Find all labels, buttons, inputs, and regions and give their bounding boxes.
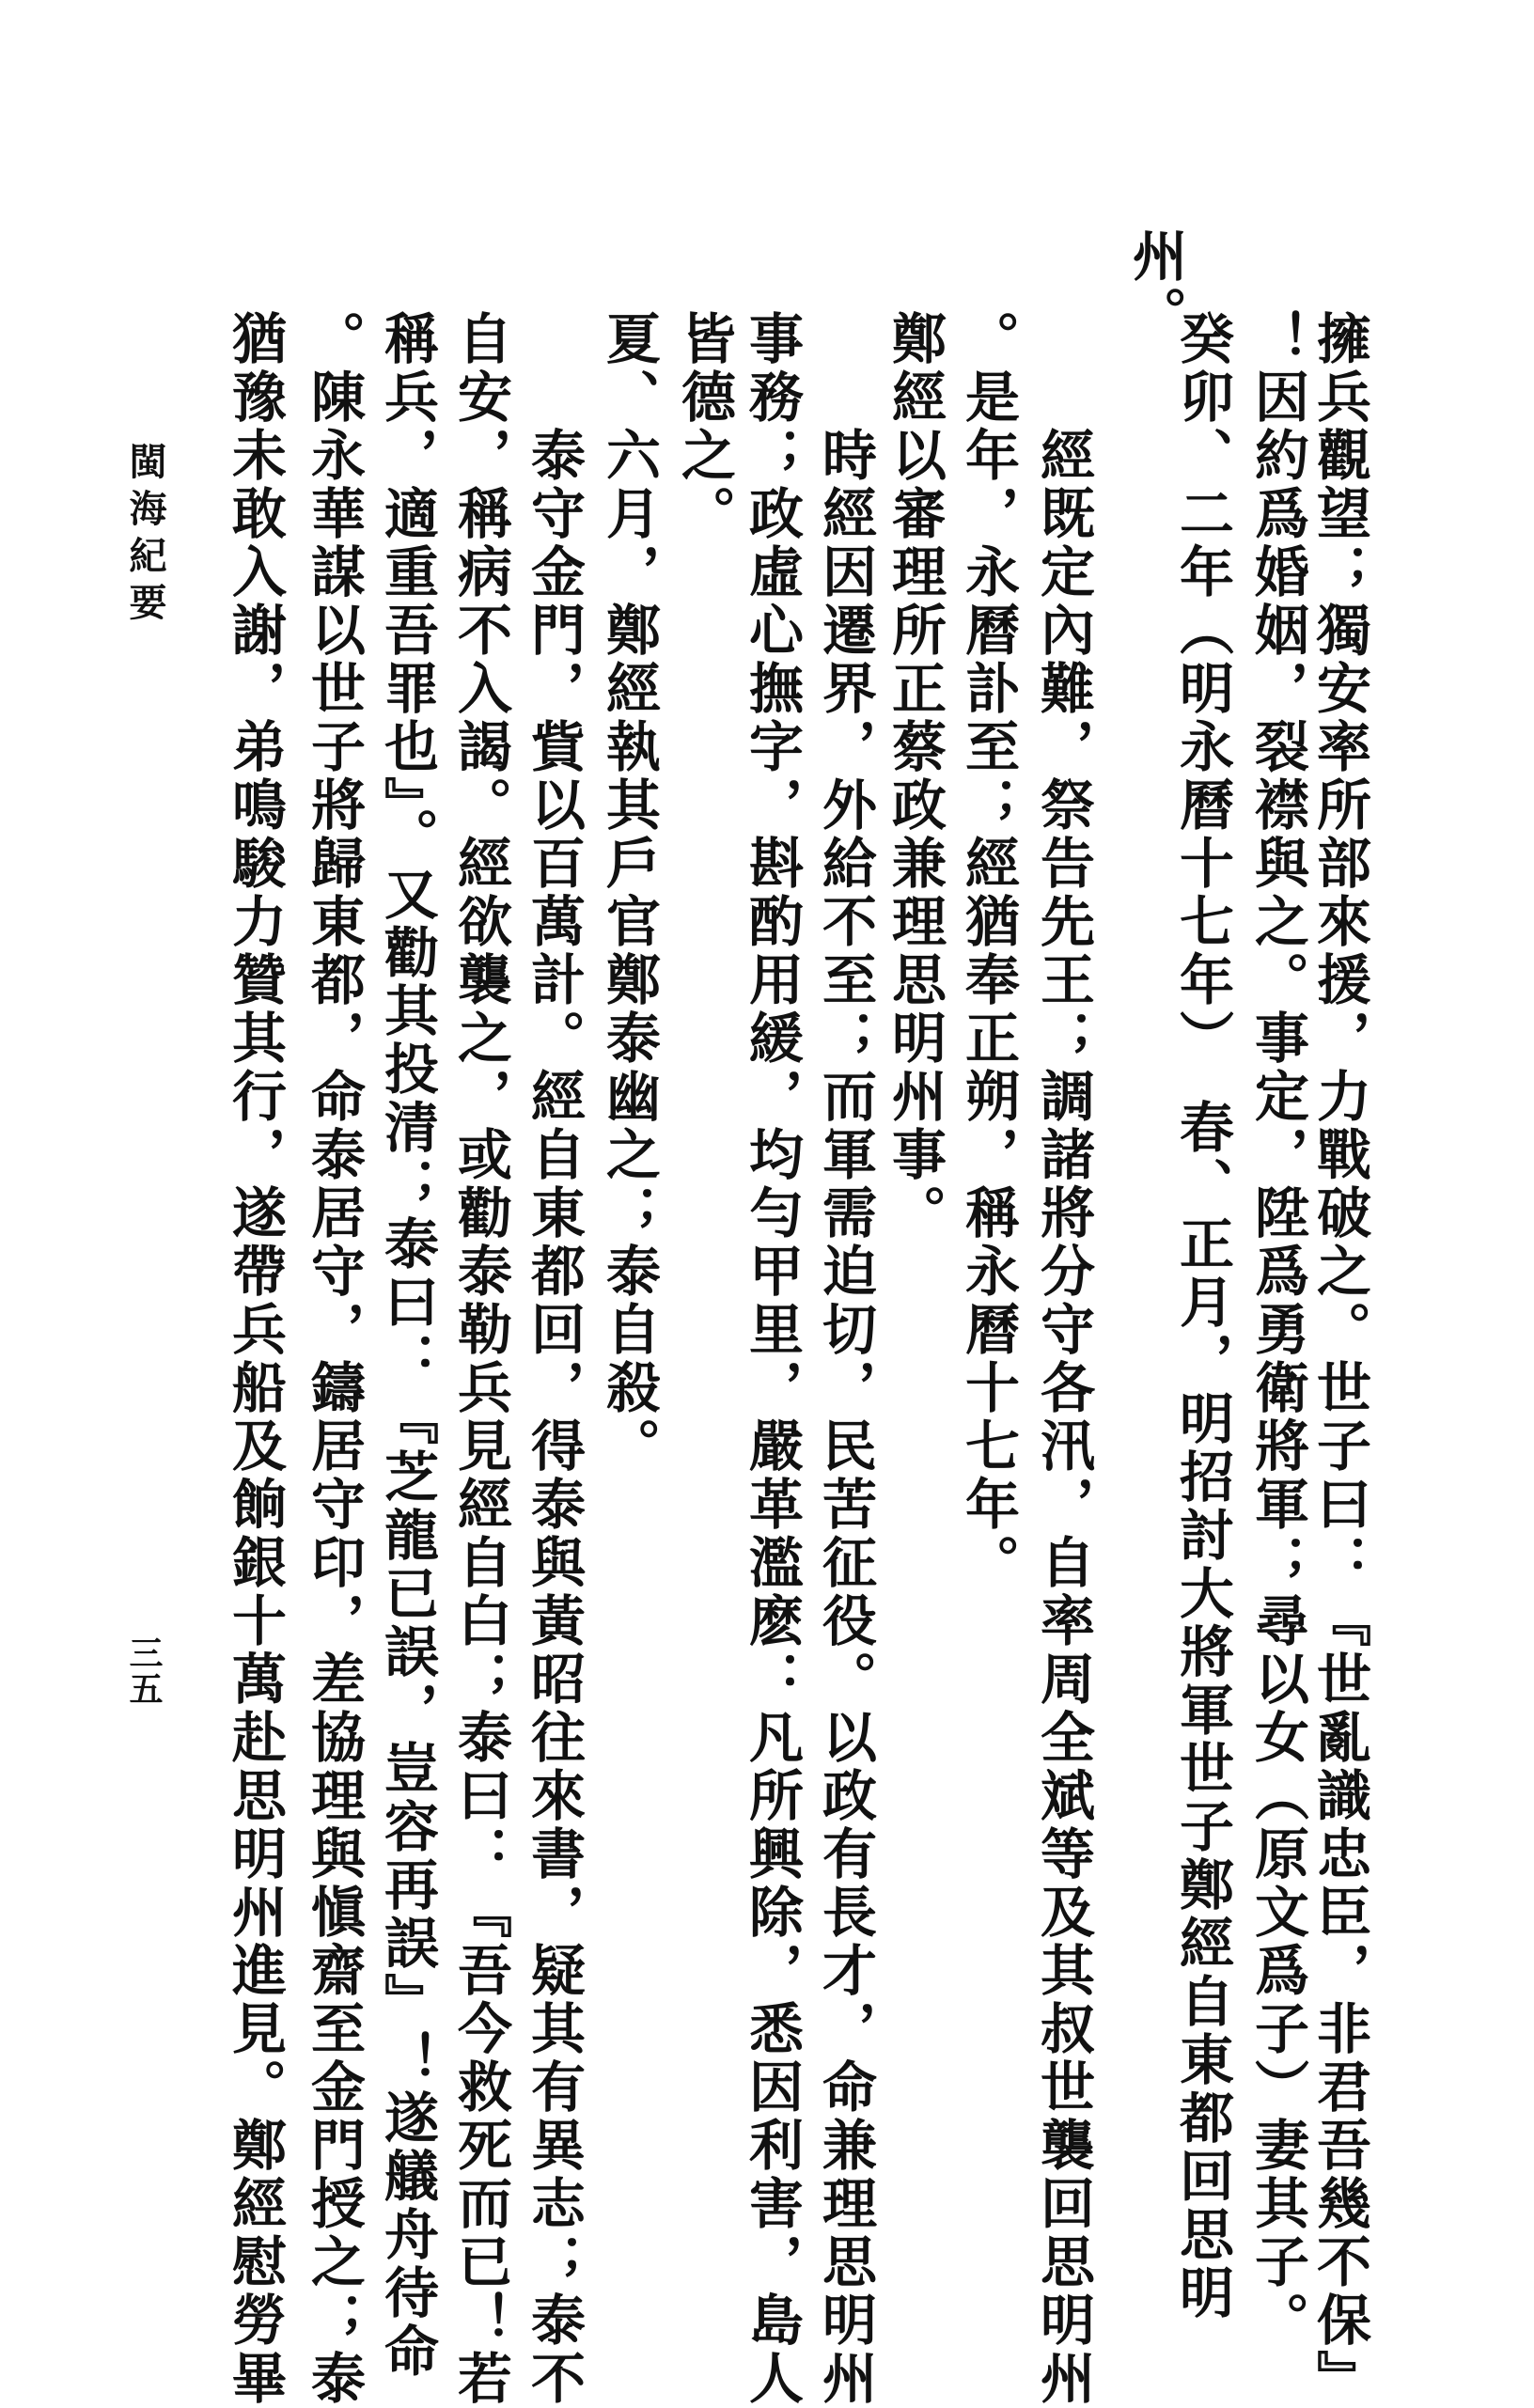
- text-column-8: 事務；政虛心撫字，斟酌用緩，均勻甲里，嚴革濫麽：凡所興除，悉因利害，島人: [740, 310, 804, 2408]
- text-column-9: 皆德之。: [672, 310, 736, 543]
- book-title: 閩海紀要: [123, 442, 167, 630]
- page-number: 三五: [124, 1635, 164, 1707]
- text-column-4: 經既定內難，祭告先王；調諸將分守各汛，自率周全斌等及其叔世襲回思明州: [1031, 310, 1095, 2408]
- text-column-7: 時經因遷界，外給不至；而軍需迫切，民苦征役。以政有長才，命兼理思明州: [813, 310, 877, 2408]
- text-column-6: 鄭經以審理所正蔡政兼理思明州事。: [883, 310, 947, 1243]
- text-column-11: 泰守金門，貲以百萬計。經自東都回，得泰與黃昭往來書，疑其有異志；泰不: [522, 310, 586, 2408]
- text-column-13: 稱兵，適重吾罪也』。又勸其投清；泰曰：『芝龍已誤，豈容再誤』！遂艤舟待命: [375, 310, 439, 2381]
- text-column-0: 州。: [1123, 227, 1187, 344]
- text-column-12: 自安，稱病不入謁。經欲襲之，或勸泰勒兵見經自白；泰曰：『吾今救死而已！若: [448, 310, 512, 2408]
- text-column-10: 夏、六月，鄭經執其戶官鄭泰幽之；泰自殺。: [597, 310, 661, 1476]
- text-column-15: 猶豫未敢入謝，弟鳴駿力贊其行，遂帶兵船及餉銀十萬赴思明州進見。鄭經慰勞畢: [223, 310, 287, 2408]
- text-column-14: 。陳永華謀以世子將歸東都，命泰居守，鑄居守印，差協理與愼齋至金門授之；泰: [302, 310, 366, 2408]
- text-column-3: 癸卯、二年（明永曆十七年） 春、正月，明招討大將軍世子鄭經自東都回思明: [1170, 310, 1234, 2322]
- text-column-2: ！因約爲婚姻，裂襟與之。事定，陞爲勇衛將軍；尋以女（原文爲子）妻其子。: [1245, 310, 1309, 2350]
- text-column-5: 。是年，永曆訃至；經猶奉正朔，稱永曆十七年。: [956, 310, 1020, 1592]
- text-column-1: 擁兵觀望；獨安率所部來援，力戰破之。世子曰：『世亂識忠臣，非君吾幾不保』: [1307, 310, 1371, 2408]
